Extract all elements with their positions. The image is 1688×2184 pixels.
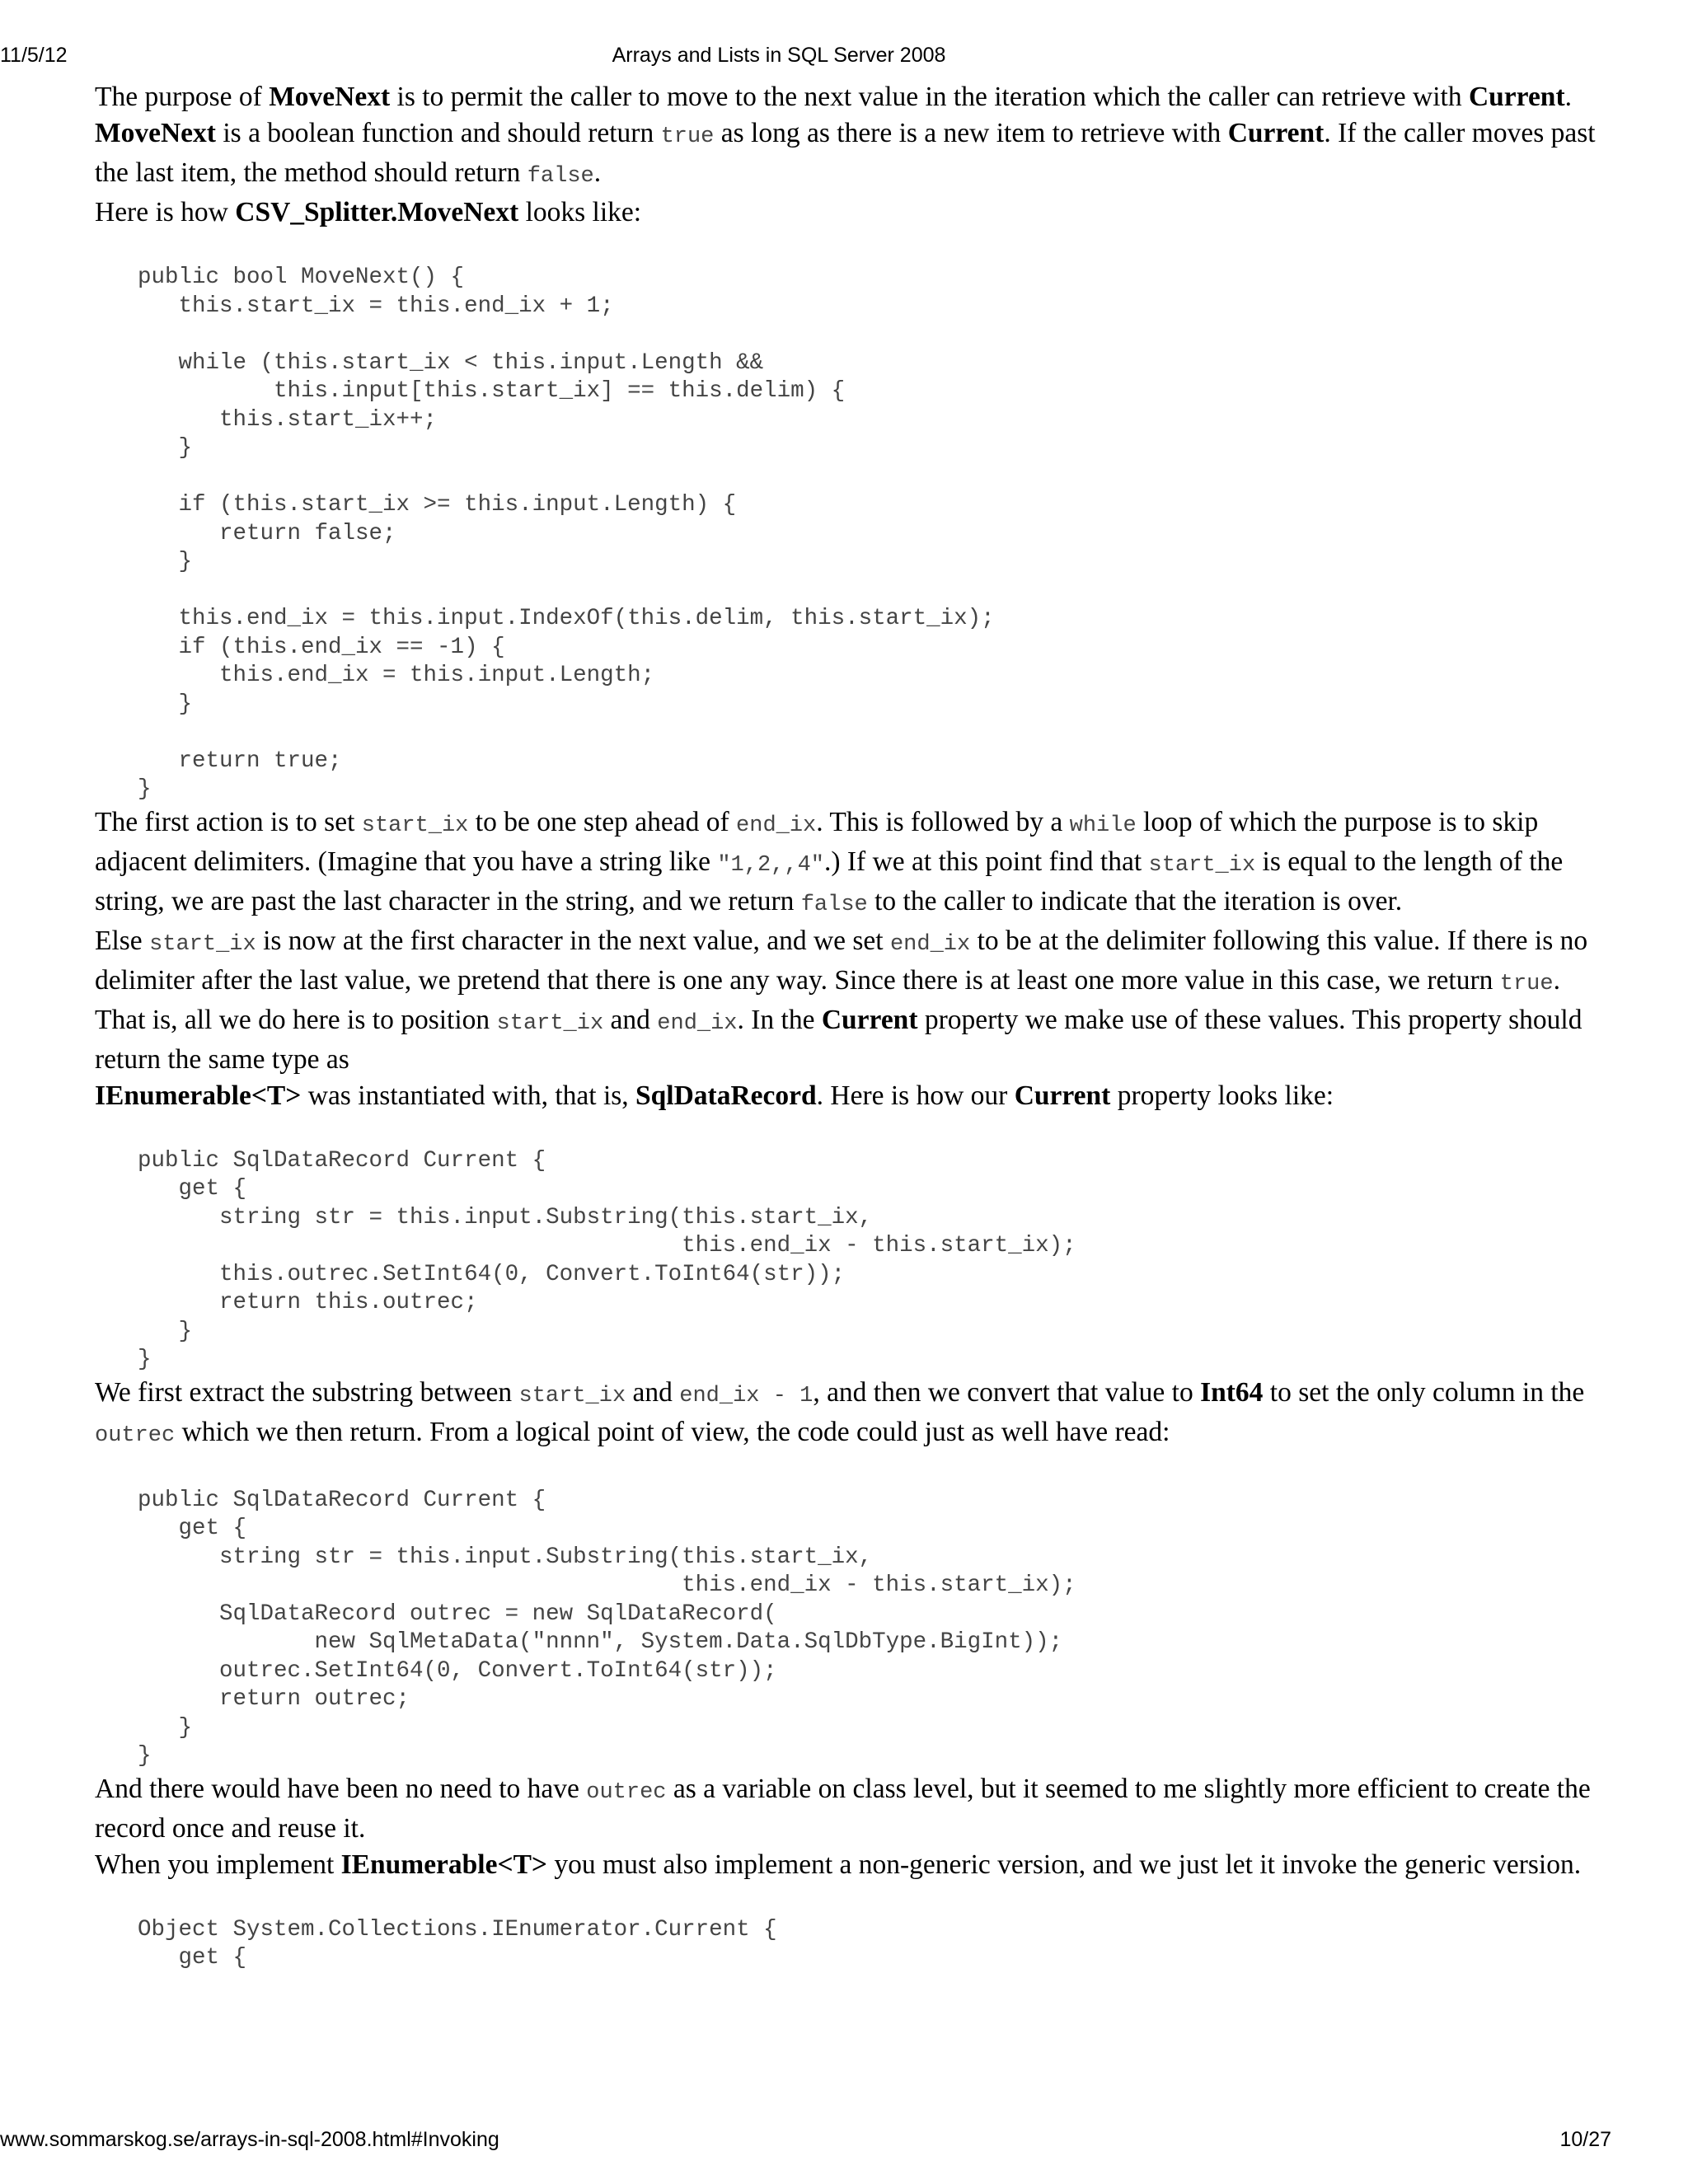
paragraph-movenext-purpose: The purpose of MoveNext is to permit the caller to move to the next value in the iteration which the caller can retrieve with Current. MoveNext is a boolean function and should return true as long as there is a new item to retrieve with Current. If the caller moves past the last item, the method should return false.: [95, 82, 1596, 189]
paragraph-else-start-ix: Else start_ix is now at the first character in the next value, and we set end_ix to be at the delimiter following this value. If there is no delimiter after the last value, we pretend that there is one any way. Since there is at least one more value in this case, we return true.: [95, 925, 1588, 996]
paragraph-non-generic-version: When you implement IEnumerable<T> you must also implement a non-generic version, and we just let it invoke the generic version.: [95, 1849, 1582, 1880]
print-date: 11/5/12: [0, 44, 68, 67]
code-block-current-property: public SqlDataRecord Current { get { string str = this.input.Substring(this.start_ix, this.end_ix - this.start_ix); this.outrec.SetInt64(0, Convert.ToInt64(str)); return this.outrec; } }: [138, 1147, 1076, 1372]
paragraph-extract-substring: We first extract the substring between start_ix and end_ix - 1, and then we convert that value to Int64 to set the only column in the outrec which we then return. From a logical point of view, the code could just as well have read:: [95, 1376, 1585, 1448]
code-block-ienumerator-current: Object System.Collections.IEnumerator.Current { get {: [138, 1916, 777, 1971]
code-block-movenext: public bool MoveNext() { this.start_ix = this.end_ix + 1; while (this.start_ix < this.input.Length && this.input[this.start_ix] == this.delim) { this.start_ix++; } if (this.start_ix >= this.input.Length) { return false; } this.end_ix = this.input.IndexOf(this.delim, this.start_ix); if (this.end_ix == -1) { this.end_ix = this.input.Length; } return true; }: [138, 265, 995, 802]
article-content: [95, 79, 1603, 1973]
code-block-current-alternative: public SqlDataRecord Current { get { string str = this.input.Substring(this.start_ix, this.end_ix - this.start_ix); SqlDataRecord outrec = new SqlDataRecord( new SqlMetaData("nnnn", System.Data.SqlDbType.BigInt)); outrec.SetInt64(0, Convert.ToInt64(str)); return outrec; } }: [138, 1487, 1076, 1769]
paragraph-outrec-class-level: And there would have been no need to have outrec as a variable on class level, but it seemed to me slightly more efficient to create the record once and reuse it.: [95, 1773, 1591, 1844]
paragraph-current-property: That is, all we do here is to position start_ix and end_ix. In the Current property we make use of these values. This property should return the same type as IEnumerable<T> was instantiated with, that is, SqlDataRecord. Here is how our Current property looks like:: [95, 1004, 1582, 1111]
paragraph-movenext-intro: Here is how CSV_Splitter.MoveNext looks like:: [95, 197, 642, 227]
paragraph-first-action: The first action is to set start_ix to be one step ahead of end_ix. This is followed by a while loop of which the purpose is to skip adjacent delimiters. (Imagine that you have a string like "1,2,,4".) If we at this point find that start_ix is equal to the length of the string, we are past the last character in the string, and we return false to the caller to indicate that the iteration is over.: [95, 806, 1564, 917]
print-page-title: Arrays and Lists in SQL Server 2008: [612, 44, 946, 67]
page-number: 10/27: [1559, 2128, 1611, 2151]
print-url: www.sommarskog.se/arrays-in-sql-2008.html#Invoking: [0, 2128, 499, 2151]
